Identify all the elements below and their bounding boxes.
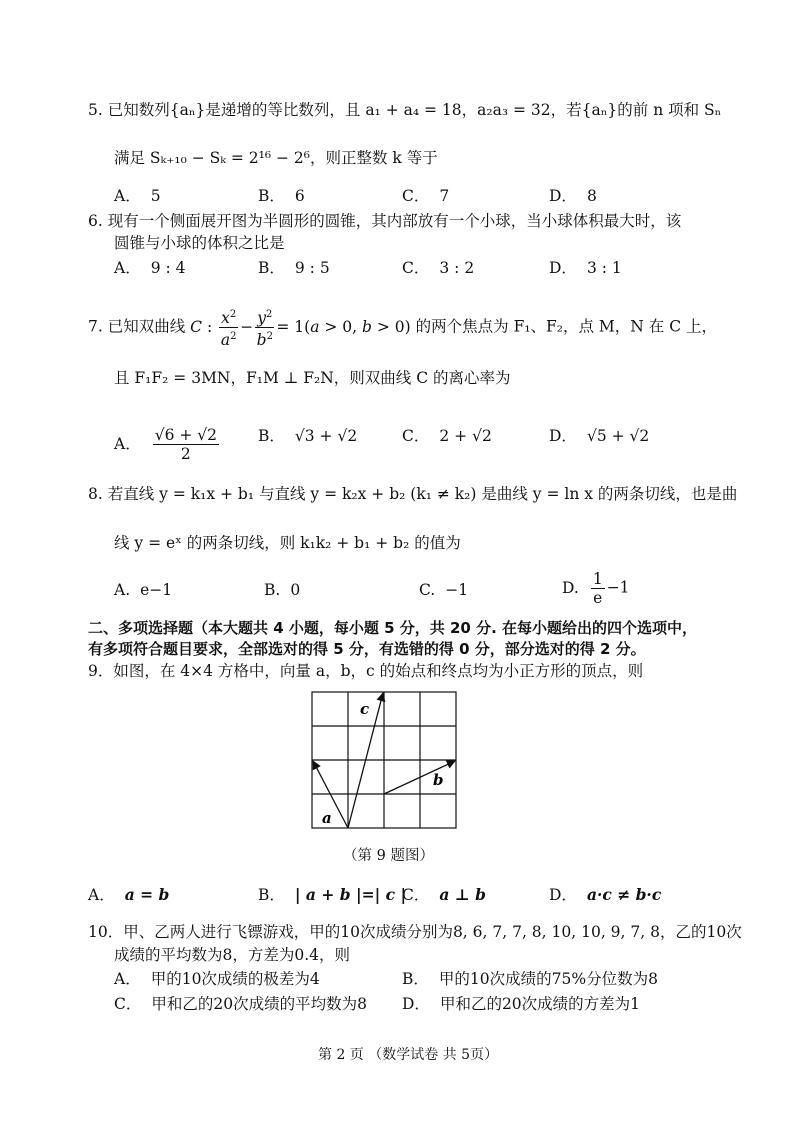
q7-option-d: D． √5 + √2: [549, 427, 650, 445]
q7-option-c: C． 2 + √2: [402, 427, 492, 445]
q6-line1: 6. 现有一个侧面展开图为半圆形的圆锥，其内部放有一个小球，当小球体积最大时，该: [88, 212, 682, 230]
q9-option-c: C． a ⊥ b: [402, 885, 486, 904]
vector-c-label: c: [360, 700, 370, 718]
q5-option-a: A． 5: [114, 187, 161, 205]
q10-line1: 10．甲、乙两人进行飞镖游戏，甲的10次成绩分别为8, 6, 7, 7, 8, 10, 10, 9, 7, 8，乙的10次: [88, 923, 742, 941]
vector-a-label: a: [322, 809, 332, 827]
q8-option-b: B. 0: [264, 581, 301, 599]
section2-heading-line1: 二、多项选择题（本大题共 4 小题，每小题 5 分，共 20 分. 在每小题给出的四个选项中，: [88, 619, 698, 637]
q8-option-c: C. −1: [419, 581, 469, 599]
page-footer: 第 2 页 （数学试卷 共 5页）: [318, 1047, 499, 1063]
q10-option-a: A． 甲的10次成绩的极差为4: [114, 970, 320, 988]
q7-option-a: A． $\frac{√6 + √2}{2}$: [114, 426, 218, 463]
q7-hyperbola-equation: C : $\frac{x^2}{a^2}$ − $\frac{y^2}{b^2}$ = 1(a > 0, b > 0): [190, 318, 411, 336]
q5-option-d: D． 8: [549, 187, 597, 205]
q5-option-b: B． 6: [258, 187, 305, 205]
q6-option-d: D． 3 : 1: [549, 259, 622, 277]
q9-option-b: B． | a + b |=| c |: [258, 885, 407, 904]
q8-line1: 8. 若直线 y = k₁x + b₁ 与直线 y = k₂x + b₂ (k₁ ≠ k₂) 是曲线 y = ln x 的两条切线，也是曲: [88, 485, 738, 503]
q5-option-c: C． 7: [402, 187, 450, 205]
q8-line2: 线 y = eˣ 的两条切线，则 k₁k₂ + b₁ + b₂ 的值为: [114, 534, 461, 552]
q10-option-d: D． 甲和乙的20次成绩的方差为1: [402, 995, 641, 1013]
q7-line1: [88, 306, 717, 349]
q6-option-b: B． 9 : 5: [258, 259, 330, 277]
q9-option-d: D． a·c ≠ b·c: [549, 885, 662, 904]
q6-option-c: C． 3 : 2: [402, 259, 475, 277]
q7-pre: 7. 已知双曲线: [88, 317, 186, 336]
q5-line1: 5. 已知数列{aₙ}是递增的等比数列，且 a₁ + a₄ = 18，a₂a₃ = 32，若{aₙ}的前 n 项和 Sₙ: [88, 101, 722, 119]
q10-option-c: C． 甲和乙的20次成绩的平均数为8: [114, 995, 367, 1013]
q9-option-a: A． a = b: [88, 885, 170, 904]
q7-line2: 且 F₁F₂ = 3MN，F₁M ⊥ F₂N，则双曲线 C 的离心率为: [114, 369, 511, 387]
q7-option-b: B． √3 + √2: [258, 427, 358, 445]
q10-line2: 成绩的平均数为8，方差为0.4，则: [114, 946, 351, 964]
q8-option-d: D. $\frac{1}{e}$ −1: [562, 570, 630, 607]
q10-option-b: B． 甲的10次成绩的75%分位数为8: [402, 970, 658, 988]
q6-option-a: A． 9 : 4: [114, 259, 186, 277]
q9-grid-figure: [310, 690, 460, 832]
q5-line2: 满足 Sₖ₊₁₀ − Sₖ = 2¹⁶ − 2⁶，则正整数 k 等于: [114, 149, 438, 167]
q7-post: 的两个焦点为 F₁、F₂，点 M，N 在 C 上，: [415, 317, 718, 336]
q6-line2: 圆锥与小球的体积之比是: [114, 234, 285, 252]
grid-lines: [312, 692, 456, 828]
q9-figure-caption: （第 9 题图）: [343, 848, 434, 864]
q8-option-a: A. e−1: [114, 581, 173, 599]
section2-heading-line2: 有多项符合题目要求，全部选对的得 5 分，有选错的得 0 分，部分选对的得 2 分。: [88, 640, 646, 658]
vector-b-label: b: [433, 771, 444, 789]
q9-line1: 9．如图，在 4×4 方格中，向量 a，b，c 的始点和终点均为小正方形的顶点，则: [88, 662, 644, 680]
